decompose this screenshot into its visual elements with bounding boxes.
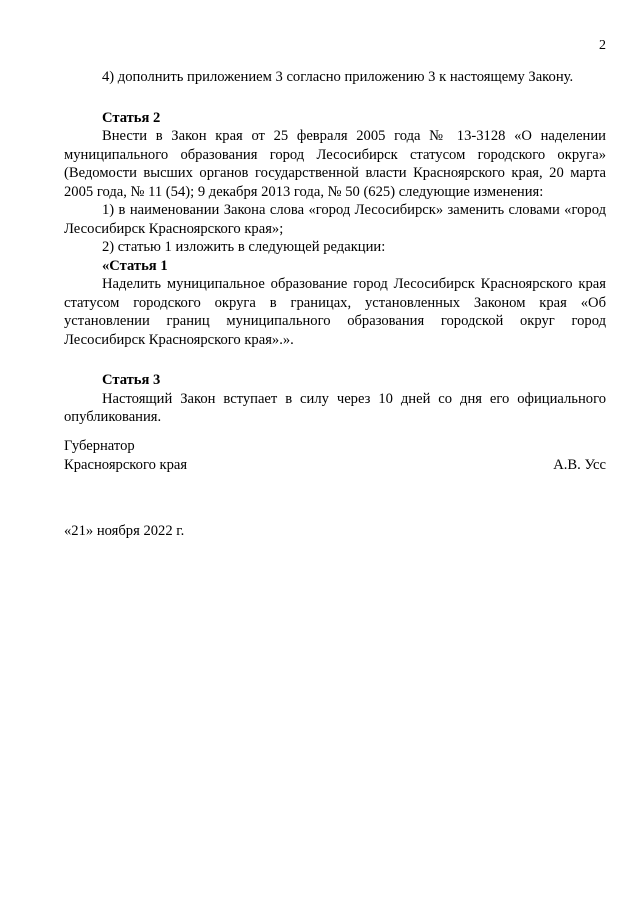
signature-block	[64, 437, 606, 474]
article-2-item-1: 1) в наименовании Закона слова «город Лесосибирск» заменить словами «город Лесосибирск Красноярского края»;	[64, 202, 606, 237]
article-3-heading: Статья 3	[102, 372, 161, 388]
quoted-article-1-heading: «Статья 1	[102, 257, 168, 274]
signing-date: «21» ноября 2022 г.	[64, 523, 185, 539]
article-2-intro: Внести в Закон края от 25 февраля 2005 года № 13-3128 «О наделении муниципального образования город Лесосибирск статусом городского округа» (Ведомости высших органов государственной власти Красноярского края, 20 марта 2005 года, № 11 (54); 9 декабря 2013 года, № 50 (625) следующие изменения:	[64, 128, 606, 200]
item-4-paragraph: 4) дополнить приложением 3 согласно приложению 3 к настоящему Закону.	[102, 69, 574, 85]
signatory-name: А.В. Усс	[553, 456, 606, 473]
article-3-text: Настоящий Закон вступает в силу через 10 дней со дня его официального опубликования.	[64, 390, 606, 425]
article-2-heading: Статья 2	[102, 109, 161, 126]
signatory-title-line-1: Губернатор	[64, 438, 135, 454]
document-body	[64, 68, 606, 427]
quoted-article-1-text: Наделить муниципальное образование город Лесосибирск Красноярского края статусом городского округа в границах, установленных Законом края «Об установлении границ муниципального образования городской округ город Лесосибирск Красноярского края».».	[64, 276, 606, 348]
signatory-title-line-2: Красноярского края	[64, 456, 188, 473]
article-2-item-2: 2) статью 1 изложить в следующей редакции:	[102, 239, 386, 255]
page-number: 2	[599, 38, 606, 53]
